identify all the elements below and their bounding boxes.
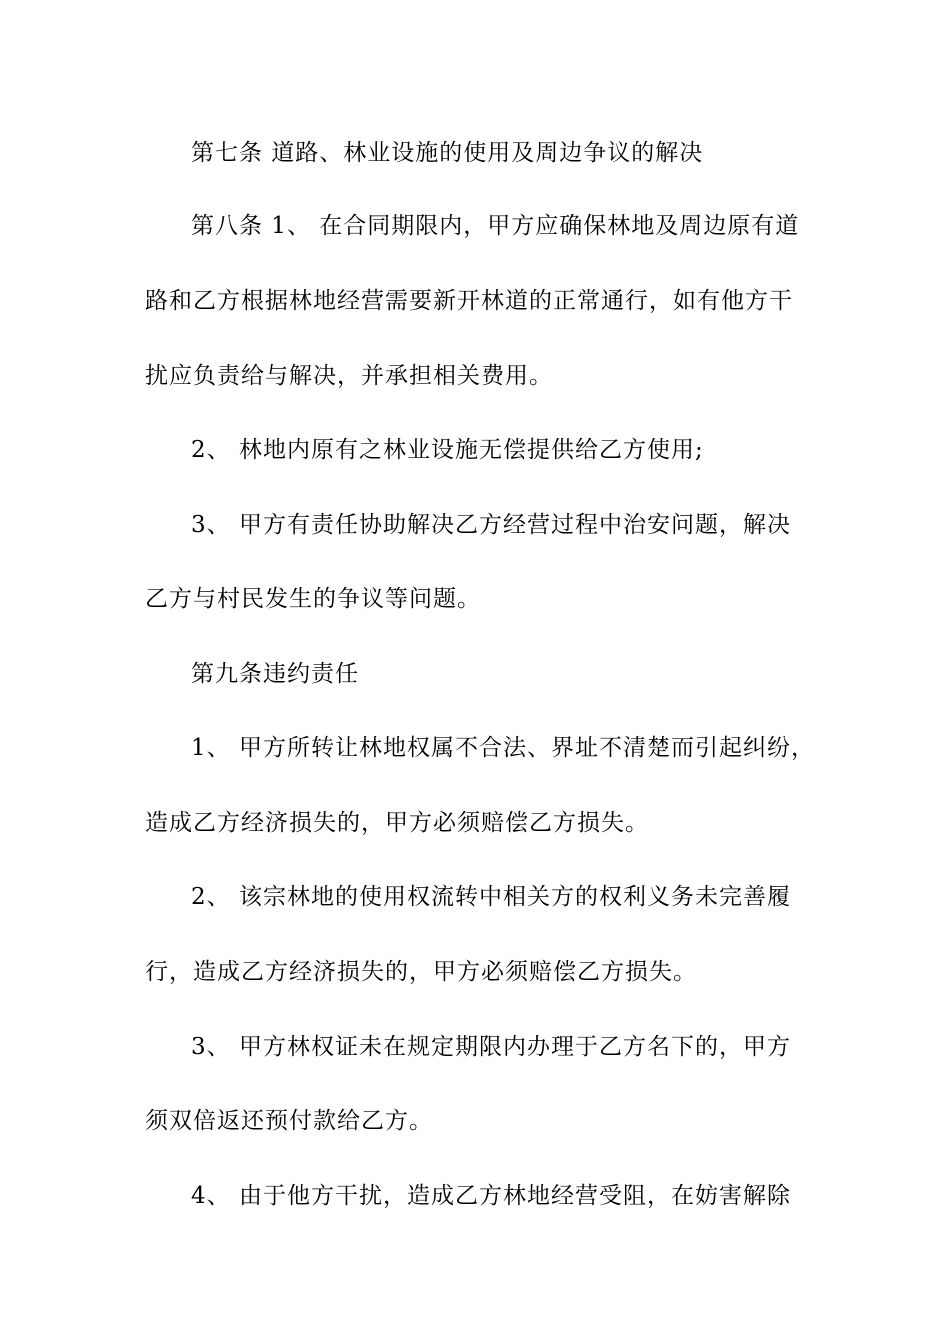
article-9-clause-1-line-2: 造成乙方经济损失的，甲方必须赔偿乙方损失。 (145, 810, 649, 836)
article-9-clause-2-line-2: 行，造成乙方经济损失的，甲方必须赔偿乙方损失。 (145, 959, 697, 985)
article-9-clause-1-line-1: 1、 甲方所转让林地权属不合法、界址不清楚而引起纠纷， (191, 735, 815, 761)
article-8-clause-1-line-2: 路和乙方根据林地经营需要新开林道的正常通行，如有他方干 (145, 288, 793, 314)
article-9-clause-3-line-2: 须双倍返还预付款给乙方。 (145, 1108, 433, 1134)
article-8-clause-3-line-2: 乙方与村民发生的争议等问题。 (145, 586, 481, 612)
article-8-clause-1-line-3: 扰应负责给与解决，并承担相关费用。 (145, 363, 553, 389)
article-8-clause-1-line-1: 第八条 1、 在合同期限内，甲方应确保林地及周边原有道 (191, 213, 800, 239)
article-9-heading: 第九条违约责任 (191, 661, 359, 687)
article-8-clause-2: 2、 林地内原有之林业设施无偿提供给乙方使用; (191, 437, 704, 463)
article-7-heading: 第七条 道路、林业设施的使用及周边争议的解决 (191, 140, 704, 166)
article-9-clause-4-line-1: 4、 由于他方干扰，造成乙方林地经营受阻，在妨害解除 (191, 1183, 791, 1209)
article-9-clause-3-line-1: 3、 甲方林权证未在规定期限内办理于乙方名下的，甲方 (191, 1034, 791, 1060)
article-8-clause-3-line-1: 3、 甲方有责任协助解决乙方经营过程中治安问题，解决 (191, 512, 791, 538)
article-9-clause-2-line-1: 2、 该宗林地的使用权流转中相关方的权利义务未完善履 (191, 884, 791, 910)
